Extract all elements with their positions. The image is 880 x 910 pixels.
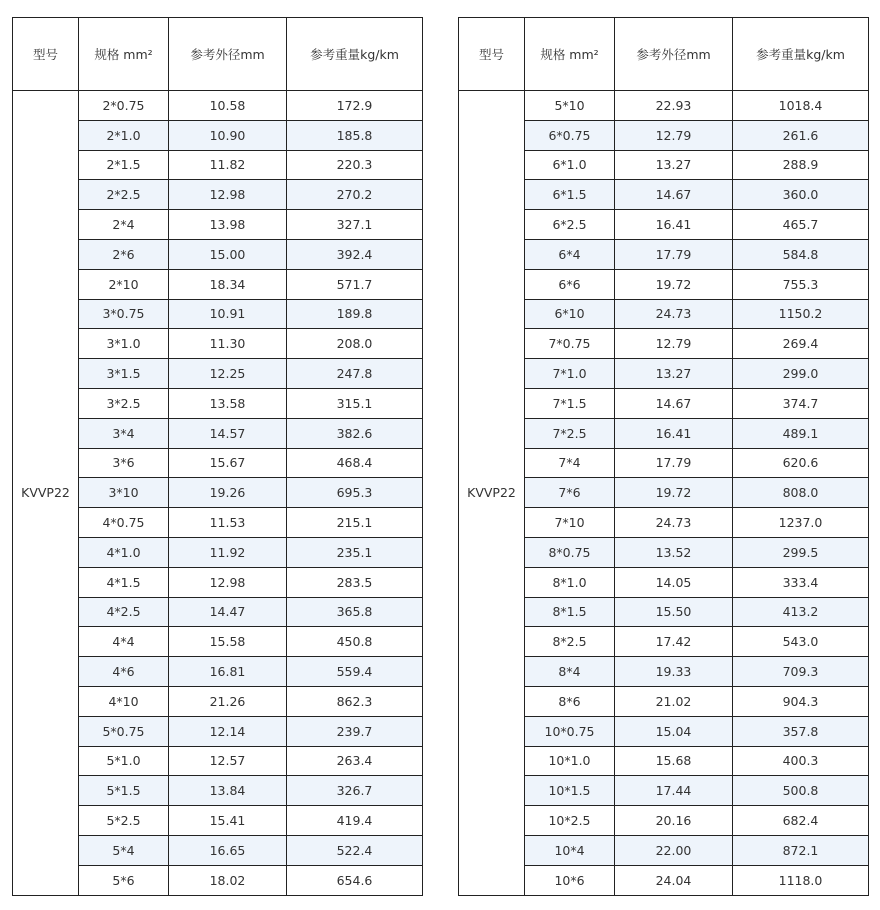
diameter-cell: 24.73 [615,508,733,538]
spec-cell: 7*10 [525,508,615,538]
diameter-cell: 21.02 [615,686,733,716]
spec-cell: 7*2.5 [525,418,615,448]
weight-cell: 872.1 [733,835,869,865]
diameter-cell: 12.79 [615,120,733,150]
diameter-cell: 13.27 [615,150,733,180]
diameter-cell: 19.26 [169,478,287,508]
diameter-cell: 14.67 [615,388,733,418]
diameter-cell: 12.79 [615,329,733,359]
spec-cell: 8*6 [525,686,615,716]
weight-cell: 808.0 [733,478,869,508]
weight-cell: 620.6 [733,448,869,478]
spec-cell: 6*1.0 [525,150,615,180]
weight-cell: 239.7 [287,716,423,746]
diameter-cell: 13.98 [169,210,287,240]
spec-cell: 5*1.0 [79,746,169,776]
diameter-cell: 15.41 [169,806,287,836]
spec-table-left [12,17,423,896]
spec-cell: 2*0.75 [79,91,169,121]
weight-cell: 374.7 [733,388,869,418]
diameter-cell: 12.14 [169,716,287,746]
spec-cell: 4*1.0 [79,537,169,567]
diameter-cell: 10.58 [169,91,287,121]
weight-cell: 172.9 [287,91,423,121]
weight-cell: 1150.2 [733,299,869,329]
diameter-cell: 11.30 [169,329,287,359]
weight-cell: 559.4 [287,657,423,687]
weight-cell: 468.4 [287,448,423,478]
diameter-cell: 15.50 [615,597,733,627]
diameter-cell: 12.25 [169,359,287,389]
spec-cell: 10*1.0 [525,746,615,776]
table-body [13,91,423,896]
spec-cell: 6*2.5 [525,210,615,240]
spec-cell: 7*0.75 [525,329,615,359]
spec-cell: 2*1.5 [79,150,169,180]
weight-cell: 220.3 [287,150,423,180]
header-diameter: 参考外径mm [169,18,287,91]
spec-cell: 4*1.5 [79,567,169,597]
spec-cell: 3*6 [79,448,169,478]
weight-cell: 208.0 [287,329,423,359]
weight-cell: 357.8 [733,716,869,746]
spec-cell: 6*10 [525,299,615,329]
model-cell: KVVP22 [459,91,525,896]
spec-cell: 10*6 [525,865,615,895]
diameter-cell: 19.72 [615,269,733,299]
weight-cell: 247.8 [287,359,423,389]
spec-cell: 3*1.0 [79,329,169,359]
weight-cell: 413.2 [733,597,869,627]
weight-cell: 382.6 [287,418,423,448]
spec-cell: 8*0.75 [525,537,615,567]
weight-cell: 450.8 [287,627,423,657]
diameter-cell: 15.67 [169,448,287,478]
table-header-row [13,18,423,91]
diameter-cell: 14.47 [169,597,287,627]
weight-cell: 185.8 [287,120,423,150]
weight-cell: 522.4 [287,835,423,865]
weight-cell: 261.6 [733,120,869,150]
spec-cell: 8*4 [525,657,615,687]
spec-cell: 6*0.75 [525,120,615,150]
table-body [459,91,869,896]
weight-cell: 571.7 [287,269,423,299]
weight-cell: 465.7 [733,210,869,240]
weight-cell: 1018.4 [733,91,869,121]
diameter-cell: 24.04 [615,865,733,895]
model-cell: KVVP22 [13,91,79,896]
weight-cell: 400.3 [733,746,869,776]
spec-cell: 2*10 [79,269,169,299]
weight-cell: 584.8 [733,239,869,269]
diameter-cell: 17.79 [615,239,733,269]
spec-cell: 10*1.5 [525,776,615,806]
weight-cell: 299.0 [733,359,869,389]
weight-cell: 365.8 [287,597,423,627]
spec-table-right [458,17,869,896]
spec-cell: 6*6 [525,269,615,299]
spec-cell: 10*4 [525,835,615,865]
weight-cell: 333.4 [733,567,869,597]
diameter-cell: 15.04 [615,716,733,746]
diameter-cell: 19.72 [615,478,733,508]
table-row [459,91,869,121]
diameter-cell: 13.27 [615,359,733,389]
spec-cell: 7*6 [525,478,615,508]
diameter-cell: 10.90 [169,120,287,150]
diameter-cell: 17.79 [615,448,733,478]
header-diameter: 参考外径mm [615,18,733,91]
diameter-cell: 11.53 [169,508,287,538]
spec-cell: 5*6 [79,865,169,895]
spec-cell: 5*1.5 [79,776,169,806]
weight-cell: 862.3 [287,686,423,716]
weight-cell: 543.0 [733,627,869,657]
diameter-cell: 20.16 [615,806,733,836]
table-header-row [459,18,869,91]
spec-cell: 4*6 [79,657,169,687]
diameter-cell: 19.33 [615,657,733,687]
weight-cell: 315.1 [287,388,423,418]
weight-cell: 1237.0 [733,508,869,538]
diameter-cell: 14.05 [615,567,733,597]
diameter-cell: 13.52 [615,537,733,567]
diameter-cell: 12.57 [169,746,287,776]
weight-cell: 392.4 [287,239,423,269]
spec-cell: 2*6 [79,239,169,269]
diameter-cell: 16.65 [169,835,287,865]
diameter-cell: 15.68 [615,746,733,776]
diameter-cell: 18.02 [169,865,287,895]
diameter-cell: 17.42 [615,627,733,657]
spec-cell: 7*4 [525,448,615,478]
weight-cell: 326.7 [287,776,423,806]
weight-cell: 682.4 [733,806,869,836]
weight-cell: 283.5 [287,567,423,597]
diameter-cell: 13.84 [169,776,287,806]
weight-cell: 235.1 [287,537,423,567]
diameter-cell: 22.00 [615,835,733,865]
spec-cell: 4*0.75 [79,508,169,538]
weight-cell: 755.3 [733,269,869,299]
spec-cell: 7*1.5 [525,388,615,418]
spec-cell: 5*4 [79,835,169,865]
diameter-cell: 12.98 [169,567,287,597]
header-spec: 规格 mm² [79,18,169,91]
spec-cell: 2*1.0 [79,120,169,150]
weight-cell: 1118.0 [733,865,869,895]
weight-cell: 263.4 [287,746,423,776]
weight-cell: 270.2 [287,180,423,210]
spec-cell: 5*0.75 [79,716,169,746]
weight-cell: 299.5 [733,537,869,567]
diameter-cell: 16.41 [615,210,733,240]
weight-cell: 695.3 [287,478,423,508]
spec-cell: 4*2.5 [79,597,169,627]
diameter-cell: 15.58 [169,627,287,657]
spec-cell: 8*1.0 [525,567,615,597]
diameter-cell: 18.34 [169,269,287,299]
header-spec: 规格 mm² [525,18,615,91]
spec-cell: 4*10 [79,686,169,716]
spec-cell: 4*4 [79,627,169,657]
diameter-cell: 24.73 [615,299,733,329]
diameter-cell: 14.57 [169,418,287,448]
header-weight: 参考重量kg/km [733,18,869,91]
diameter-cell: 14.67 [615,180,733,210]
weight-cell: 215.1 [287,508,423,538]
spec-cell: 5*10 [525,91,615,121]
weight-cell: 327.1 [287,210,423,240]
diameter-cell: 22.93 [615,91,733,121]
table-row [13,91,423,121]
header-model: 型号 [459,18,525,91]
spec-cell: 7*1.0 [525,359,615,389]
spec-cell: 6*4 [525,239,615,269]
diameter-cell: 11.92 [169,537,287,567]
diameter-cell: 10.91 [169,299,287,329]
diameter-cell: 17.44 [615,776,733,806]
spec-cell: 2*4 [79,210,169,240]
diameter-cell: 16.81 [169,657,287,687]
diameter-cell: 15.00 [169,239,287,269]
spec-cell: 3*4 [79,418,169,448]
header-model: 型号 [13,18,79,91]
diameter-cell: 11.82 [169,150,287,180]
spec-cell: 10*0.75 [525,716,615,746]
weight-cell: 489.1 [733,418,869,448]
weight-cell: 360.0 [733,180,869,210]
spec-cell: 6*1.5 [525,180,615,210]
diameter-cell: 12.98 [169,180,287,210]
spec-cell: 8*1.5 [525,597,615,627]
spec-cell: 5*2.5 [79,806,169,836]
spec-cell: 3*10 [79,478,169,508]
weight-cell: 709.3 [733,657,869,687]
diameter-cell: 13.58 [169,388,287,418]
spec-cell: 3*1.5 [79,359,169,389]
spec-cell: 2*2.5 [79,180,169,210]
spec-cell: 3*2.5 [79,388,169,418]
weight-cell: 189.8 [287,299,423,329]
weight-cell: 904.3 [733,686,869,716]
header-weight: 参考重量kg/km [287,18,423,91]
diameter-cell: 16.41 [615,418,733,448]
weight-cell: 269.4 [733,329,869,359]
weight-cell: 419.4 [287,806,423,836]
spec-cell: 10*2.5 [525,806,615,836]
weight-cell: 288.9 [733,150,869,180]
spec-cell: 8*2.5 [525,627,615,657]
spec-cell: 3*0.75 [79,299,169,329]
weight-cell: 654.6 [287,865,423,895]
diameter-cell: 21.26 [169,686,287,716]
weight-cell: 500.8 [733,776,869,806]
